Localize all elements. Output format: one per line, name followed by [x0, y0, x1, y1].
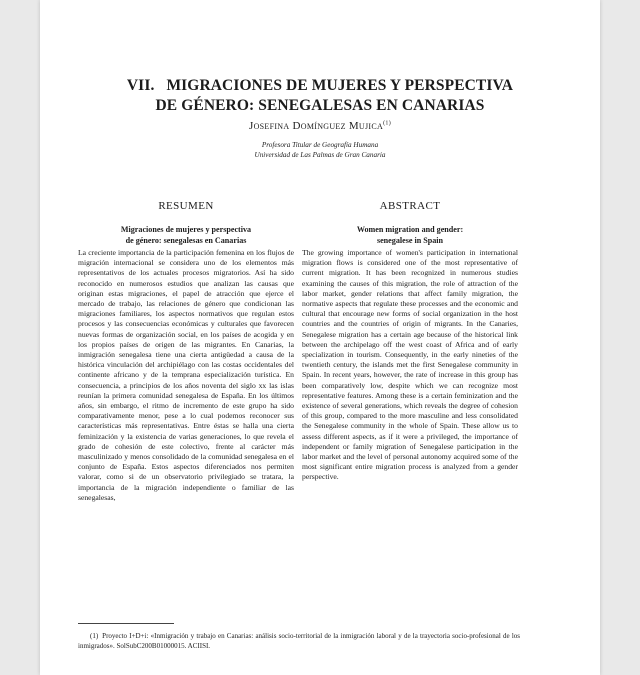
footnote-number: (1): [90, 632, 99, 640]
abstract-column: [302, 200, 518, 483]
resumen-subtitle: [78, 224, 294, 246]
chapter-title: [40, 76, 600, 116]
abstract-heading: ABSTRACT: [379, 200, 441, 212]
resumen-column: [78, 200, 294, 503]
author-line: [40, 120, 600, 132]
document-page: [40, 0, 600, 675]
abstract-subtitle-line-1: Women migration and gender:: [356, 225, 464, 234]
resumen-heading: RESUMEN: [158, 200, 214, 212]
resumen-subtitle-line-1: Migraciones de mujeres y perspectiva: [120, 225, 252, 234]
author-position: Profesora Titular de Geografía Humana: [261, 141, 379, 149]
author-footnote-marker: (1): [383, 120, 392, 127]
resumen-text: La creciente importancia de la participación femenina en los flujos de migración internacional se considera uno de los elementos más representativos de los actuales procesos migratorios. Así ha sido reconocido en numerosos estudios que analizan las causas que originan estas migraciones, el papel de atracción que ejerce el mercado de trabajo, las relaciones de género que condicionan las migraciones familiares, los aspectos normativos que regulan estos procesos y las consecuencias económicas y culturales que favorecen nuevas formas de organización social, en los países de acogida y en los propios países de origen de las migrantes. En Canarias, la inmigración senegalesa tiene una cierta antigüedad a causa de la histórica vinculación del archipiélago con las costas occidentales del continente africano y de la temprana especialización turística. En consecuencia, a principios de los años noventa del siglo xx las islas reunían la primera comunidad senegalesa de España. En los últimos años, sin embargo, el ritmo de incremento de este grupo ha sido comparativamente menor, pese a lo cual podemos reconocer sus características más representativas. Entre éstas se halla una cierta feminización y la existencia de varias generaciones, lo que revela el grado de cohesión de este colectivo, frente al carácter más masculinizado y menos consolidado de la comunidad senegalesa en el conjunto de España. Estos aspectos diferenciados nos permiten valorar, como si de un observatorio privilegiado se tratara, la importancia de la migración independiente o familiar de las senegalesas,: [78, 248, 294, 502]
author-affiliation: [40, 140, 600, 160]
author-name: Josefina Domínguez Mujica: [248, 120, 384, 132]
footnote: [78, 631, 520, 651]
abstract-subtitle: [302, 224, 518, 246]
abstract-subtitle-line-2: senegalese in Spain: [376, 236, 444, 245]
abstract-text: The growing importance of women's participation in international migration flows is considered one of the most representative of current migration. It has been recognized in numerous studies examining the causes of this migration, the role of attraction of the labor market, gender relations that affect family migration, the normative aspects that regulate these processes and the economic and cultural that encourage new forms of social organization in the host countries and the countries of origin of migrants. In the Canaries, Senegalese migration has a certain age because of the historical link between the archipelago off the west coast of Africa and of early specialization in tourism. Consequently, in the early nineties of the twentieth century, the islands met the first Senegalese community in Spain. In recent years, however, the rate of increase in this group has been comparatively low, despite which we can recognize most representative features. Among these is a certain feminization and the existence of several generations, which reveals the degree of cohesion of this group, compared to the more masculine and less consolidated the Senegalese community in the whole of Spain. These allow us to assess different aspects, as if it were a privileged, the importance of independent or family migration of Senegalese participation in the labor market and the level of personal autonomy acquired some of the most significant entire migration process is analyzed from a gender perspective.: [302, 248, 518, 482]
author-institution: Universidad de Las Palmas de Gran Canaria: [254, 151, 386, 159]
footnote-divider: [78, 623, 174, 624]
chapter-title-text-1: MIGRACIONES DE MUJERES Y PERSPECTIVA: [166, 77, 514, 94]
chapter-number: VII.: [126, 77, 155, 94]
chapter-title-line-1: [40, 76, 600, 96]
footnote-text: Proyecto I+D+i: «Inmigración y trabajo en Canarias: análisis socio-territorial de la inmigración laboral y de la trayectoria socio-profesional de los inmigrados». SolSubC200B01000015. ACIISI.: [78, 632, 520, 650]
chapter-title-line-2: DE GÉNERO: SENEGALESAS EN CANARIAS: [155, 97, 485, 114]
resumen-subtitle-line-2: de género: senegalesas en Canarias: [125, 236, 247, 245]
